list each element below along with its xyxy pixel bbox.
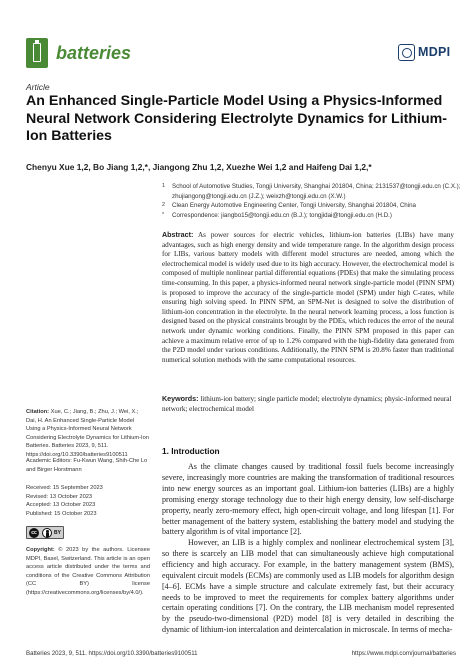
affiliation-mark: 1 [162,183,165,189]
publisher-logo [398,44,450,62]
section-heading: 1. Introduction [162,446,220,456]
affiliation-mark: 2 [162,202,165,209]
copyright-label: Copyright: [26,547,55,553]
abstract-label: Abstract: [162,231,194,239]
abstract [162,231,454,365]
mdpi-icon [398,44,415,61]
body-paragraph: However, an LIB is a highly complex and nonlinear electrochemical system [3], so there is scarcely an LIB model that can simultaneously achieve high computational efficiency and high accuracy. For example, in the battery management system (BMS), equivalent circuit models (ECMs) are commonly used as LIB models for algorithm design [4–6]. ECMs have a simple structure and calculate extremely fast, but their accuracy needs to be improved to meet the requirements for complex battery algorithms under certain operating conditions [7]. On the contrary, the LIB mechanism model represented by the pseudo-two-dimensional (P2D) model [8] is very detailed in describing the dynamic of lithium-ion intercalation and deintercalation in microscale. In terms of mecha- [162,538,454,635]
accepted-date: Accepted: 13 October 2023 [26,502,96,509]
published-date: Published: 15 October 2023 [26,510,97,517]
copyright-block [26,546,150,598]
citation-text: Xue, C.; Jiang, B.; Zhu, J.; Wei, X.; Dai, H. An Enhanced Single-Particle Model Using a Physics-Informed Neural Network Considering Electrolyte Dynamics for Lithium-Ion Batteries. Batteries 2023, 9, 511. https://doi.org/10.3390/batteries9100511 [26,409,149,458]
cc-license-badge[interactable] [26,526,64,539]
journal-header [26,38,450,68]
affiliations [162,182,462,220]
keywords [162,395,454,414]
by-label: BY [54,530,61,536]
abstract-text: As power sources for electric vehicles, lithium-ion batteries (LIBs) have many advantages, such as high energy density and wide temperature range. In the algorithm design process for LIBs, various battery models with different model structures are needed, among which the electrochemical model is widely used due to its high accuracy. However, the electrochemical model is composed of multiple nonlinear partial differential equations (PDEs) that make the simulating process time-consuming. In this paper, a physics-informed neural network single-particle model (PINN SPM) is proposed to improve the accuracy of the single-particle model (SPM) under high C-rates, while ensuring high solving speed. In PINN SPM, an SPM-Net is designed to solve the distribution of lithium-ion concentration in the electrolyte. In the neural network learning process, a loss function is designed based on the physical constraints brought by the PDEs, which reduces the error of the neural network under dynamic working conditions. Finally, the PINN SPM proposed in this paper can achieve a maximum relative error of up to 1.2% compared with the high-fidelity data generated from the P2D model under various conditions. Additionally, the PINN SPM is 20.8% faster than traditional numerical solution methods with the same computational resources. [162,231,454,364]
body-paragraph: As the climate changes caused by traditional fossil fuels become increasingly severe, increasingly more countries are making the transformation of traditional resources into new energy sources as an important goal. Lithium-ion batteries (LIBs) are a highly promising energy storage technology due to their high energy density, low self-discharge property, nearly zero-memory effect, high open-circuit voltage, and long lifespan [1]. For better management of the battery system, establishing the battery model and studying the battery algorithm is of vital importance [2]. [162,462,454,537]
citation-block [26,408,150,460]
attribution-icon [42,528,52,538]
revised-date: Revised: 13 October 2023 [26,493,93,500]
battery-icon [26,38,48,68]
affiliation-2 [162,201,462,211]
academic-editors: Academic Editors: Fu-Kwun Wang, Shih-Che Lo and Birger Horstmann [26,458,148,473]
cc-icon: cc [29,528,39,538]
battery-body [33,43,41,62]
affiliation-text: Clean Energy Automotive Engineering Center, Tongji University, Shanghai 201804, China [172,202,416,210]
copyright-text: © 2023 by the authors. Licensee MDPI, Basel, Switzerland. This article is an open access article distributed under the terms and conditions of the Creative Commons Attribution (CC BY) license (https://creativecommons.org/licenses/by/4.0/). [26,547,150,596]
keywords-label: Keywords: [162,395,199,403]
footer-url[interactable]: https://www.mdpi.com/journal/batteries [351,650,456,657]
citation-label: Citation: [26,409,50,415]
publisher-name: MDPI [418,45,451,59]
author-list: Chenyu Xue 1,2, Bo Jiang 1,2,*, Jiangong Zhu 1,2, Xuezhe Wei 1,2 and Haifeng Dai 1,2,* [26,162,372,172]
correspondence-mark: * [162,211,165,218]
affiliation-text: School of Automotive Studies, Tongji University, Shanghai 201804, China; 2131537@tongji.edu.cn (C.X.); zhujiangong@tongji.edu.cn (J.Z.); weixzh@tongji.edu.cn (X.W.) [172,183,461,200]
article-title: An Enhanced Single-Particle Model Using a Physics-Informed Neural Network Considering Electrolyte Dynamics for Lithium-Ion Batteries [26,93,447,144]
publication-dates [26,484,150,518]
correspondence-text: Correspondence: jiangbo15@tongji.edu.cn (B.J.); tongjidai@tongji.edu.cn (H.D.) [172,211,392,219]
footer-citation[interactable]: Batteries 2023, 9, 511. https://doi.org/10.3390/batteries9100511 [26,650,198,657]
journal-name: batteries [56,43,132,63]
keywords-text: lithium-ion battery; single particle model; electrolyte dynamics; physic-informed neural network; electrochemical model [162,395,452,413]
received-date: Received: 15 September 2023 [26,485,103,491]
correspondence [162,211,462,221]
article-type: Article [26,82,50,92]
affiliation-1 [162,182,462,201]
